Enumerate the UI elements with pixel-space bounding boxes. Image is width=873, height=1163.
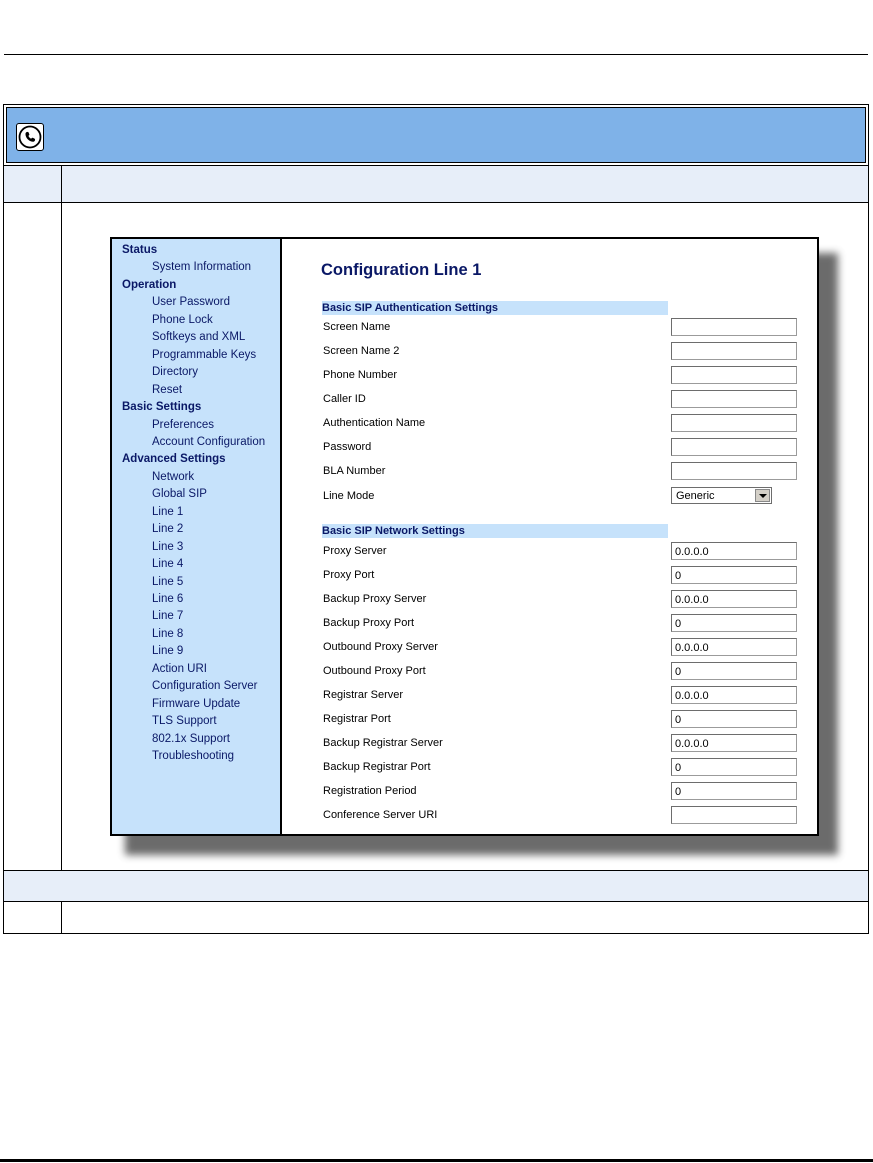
sidebar-item-line-6[interactable]: Line 6: [152, 593, 184, 605]
backup-registrar-server-label: Backup Registrar Server: [323, 737, 443, 749]
page-title: Configuration Line 1: [321, 261, 482, 279]
sidebar-item-programmable-keys[interactable]: Programmable Keys: [152, 348, 257, 361]
screen-name-2-input[interactable]: [671, 342, 797, 360]
outbound-proxy-server-input[interactable]: 0.0.0.0: [671, 638, 797, 656]
auth-section-header: Basic SIP Authentication Settings: [322, 301, 668, 315]
sidebar-item-phone-lock[interactable]: Phone Lock: [152, 313, 213, 326]
password-input[interactable]: [671, 438, 797, 456]
sidebar-item-action-uri[interactable]: Action URI: [152, 662, 207, 675]
registrar-server-input[interactable]: 0.0.0.0: [671, 686, 797, 704]
line-mode-label: Line Mode: [323, 490, 375, 502]
chevron-down-icon[interactable]: [755, 489, 770, 502]
backup-registrar-port-input[interactable]: 0: [671, 758, 797, 776]
sidebar-item-system-information[interactable]: System Information: [152, 261, 252, 274]
registration-period-input[interactable]: 0: [671, 782, 797, 800]
sidebar-item-account-configuration[interactable]: Account Configuration: [152, 435, 266, 448]
sidebar-item-tls-support[interactable]: TLS Support: [152, 715, 217, 728]
sidebar-item-line-8[interactable]: Line 8: [152, 627, 184, 640]
conference-server-uri-input[interactable]: [671, 806, 797, 824]
sidebar-item-line-3[interactable]: Line 3: [152, 540, 184, 553]
outbound-proxy-port-input[interactable]: 0: [671, 662, 797, 680]
sidebar-nav: [112, 239, 282, 834]
backup-proxy-server-input[interactable]: 0.0.0.0: [671, 590, 797, 608]
registrar-port-input[interactable]: 0: [671, 710, 797, 728]
screen-name-input[interactable]: [671, 318, 797, 336]
bla-number-input[interactable]: [671, 462, 797, 480]
sidebar-item-802-1x-support[interactable]: 802.1x Support: [152, 732, 231, 745]
password-label: Password: [323, 441, 372, 453]
proxy-server-label: Proxy Server: [323, 545, 387, 557]
sidebar-item-line-1[interactable]: Line 1: [152, 505, 184, 518]
sidebar-section-advanced-settings[interactable]: Advanced Settings: [122, 453, 226, 466]
authentication-name-label: Authentication Name: [323, 417, 426, 429]
web-ui-screenshot: [110, 237, 819, 836]
screen-name-2-label: Screen Name 2: [323, 345, 400, 357]
registrar-server-label: Registrar Server: [323, 689, 404, 701]
sidebar-item-line-9[interactable]: Line 9: [152, 645, 184, 658]
phone-number-label: Phone Number: [323, 369, 397, 381]
line-mode-select[interactable]: [671, 487, 772, 504]
proxy-port-input[interactable]: 0: [671, 566, 797, 584]
caller-id-input[interactable]: [671, 390, 797, 408]
top-rule: [4, 54, 868, 55]
bla-number-label: BLA Number: [323, 465, 386, 477]
sidebar-section-operation[interactable]: Operation: [122, 278, 177, 291]
backup-proxy-port-input[interactable]: 0: [671, 614, 797, 632]
banner: [6, 107, 866, 163]
sidebar-item-reset[interactable]: Reset: [152, 383, 183, 396]
sidebar-item-network[interactable]: Network: [152, 470, 195, 483]
column-divider: [61, 165, 62, 870]
backup-registrar-server-input[interactable]: 0.0.0.0: [671, 734, 797, 752]
sidebar-item-troubleshooting[interactable]: Troubleshooting: [152, 750, 235, 763]
column-divider: [61, 902, 62, 933]
outbound-proxy-server-label: Outbound Proxy Server: [323, 641, 438, 653]
line-mode-value: Generic: [676, 490, 715, 502]
backup-registrar-port-label: Backup Registrar Port: [323, 761, 431, 773]
sidebar-item-line-2[interactable]: Line 2: [152, 523, 184, 536]
sidebar-item-line-7[interactable]: Line 7: [152, 610, 184, 623]
authentication-name-input[interactable]: [671, 414, 797, 432]
sidebar-item-firmware-update[interactable]: Firmware Update: [152, 697, 241, 710]
sidebar-item-line-4[interactable]: Line 4: [152, 558, 184, 571]
sidebar-item-configuration-server[interactable]: Configuration Server: [152, 680, 258, 693]
network-section-header: Basic SIP Network Settings: [322, 524, 668, 538]
caller-id-label: Caller ID: [323, 393, 366, 405]
screen-name-label: Screen Name: [323, 321, 391, 333]
sidebar-item-directory[interactable]: Directory: [152, 366, 199, 379]
backup-proxy-server-label: Backup Proxy Server: [323, 593, 427, 605]
proxy-server-input[interactable]: 0.0.0.0: [671, 542, 797, 560]
sidebar-item-preferences[interactable]: Preferences: [152, 418, 215, 431]
outbound-proxy-port-label: Outbound Proxy Port: [323, 665, 426, 677]
registrar-port-label: Registrar Port: [323, 713, 391, 725]
sidebar-item-user-password[interactable]: User Password: [152, 296, 230, 309]
registration-period-label: Registration Period: [323, 785, 417, 797]
sidebar-section-basic-settings[interactable]: Basic Settings: [122, 401, 202, 414]
phone-number-input[interactable]: [671, 366, 797, 384]
conference-server-uri-label: Conference Server URI: [323, 809, 438, 821]
phone-handset-icon: [16, 123, 44, 151]
sidebar-item-global-sip[interactable]: Global SIP: [152, 488, 207, 501]
sidebar-item-softkeys-and-xml[interactable]: Softkeys and XML: [152, 331, 246, 344]
proxy-port-label: Proxy Port: [323, 569, 375, 581]
sidebar-item-line-5[interactable]: Line 5: [152, 575, 184, 588]
main-panel: [282, 239, 817, 834]
bottom-rule: [0, 1159, 873, 1162]
separator-row: [4, 870, 868, 902]
sidebar-section-status[interactable]: Status: [122, 244, 158, 256]
header-row: [4, 165, 868, 203]
backup-proxy-port-label: Backup Proxy Port: [323, 617, 415, 629]
